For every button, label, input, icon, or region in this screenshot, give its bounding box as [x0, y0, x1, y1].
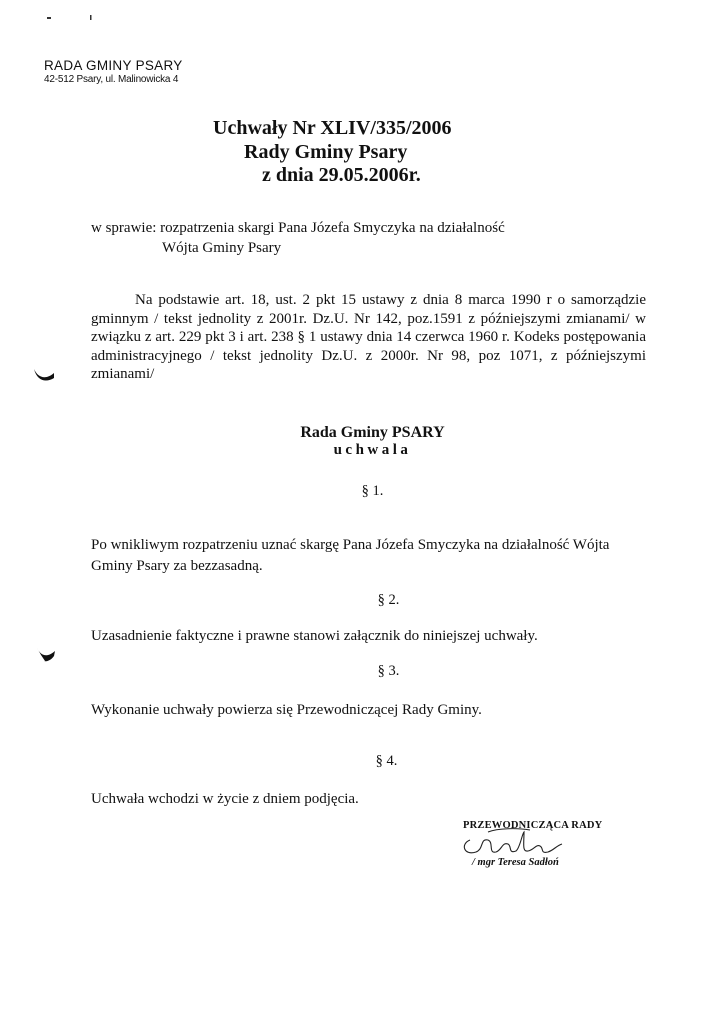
document-issuer: Rady Gminy Psary — [244, 141, 408, 163]
section-2-heading: § 2. — [377, 592, 400, 608]
section-1-text: Po wnikliwym rozpatrzeniu uznać skargę Pana Józefa Smyczyka na działalność Wójta Gminy Psary za bezzasadną. — [91, 537, 610, 574]
document-title: Uchwały Nr XLIV/335/2006 — [213, 117, 452, 139]
subject-line-2: Wójta Gminy Psary — [162, 240, 282, 256]
document-date: z dnia 29.05.2006r. — [262, 164, 421, 186]
section-4-heading: § 4. — [375, 753, 398, 769]
scan-speck-2 — [89, 14, 93, 22]
subject-block — [91, 218, 505, 258]
section-1-heading: § 1. — [361, 483, 384, 499]
scan-speck-1 — [46, 16, 54, 22]
binder-hole-mark-2 — [35, 645, 57, 663]
resolution-verb: uchwala — [333, 442, 412, 458]
section-3-text: Wykonanie uchwały powierza się Przewodniczącej Rady Gminy. — [91, 702, 482, 718]
signature-name — [472, 857, 559, 868]
resolution-council: Rada Gminy PSARY — [300, 424, 445, 441]
subject-line-1: w sprawie: rozpatrzenia skargi Pana Józefa Smyczyka na działalność — [91, 220, 505, 236]
signature-title: PRZEWODNICZĄCA RADY — [463, 820, 603, 831]
binder-hole-mark-1 — [32, 366, 56, 382]
section-4-text: Uchwała wchodzi w życie z dniem podjęcia. — [91, 791, 359, 807]
council-stamp — [44, 58, 183, 86]
stamp-address: 42-512 Psary, ul. Malinowicka 4 — [44, 74, 179, 85]
signature-slash: / — [472, 857, 478, 868]
stamp-council-name: RADA GMINY PSARY — [44, 58, 183, 73]
section-2-text: Uzasadnienie faktyczne i prawne stanowi załącznik do niniejszej uchwały. — [91, 628, 538, 644]
section-3-heading: § 3. — [377, 663, 400, 679]
legal-basis-text: Na podstawie art. 18, ust. 2 pkt 15 ustawy z dnia 8 marca 1990 r o samorządzie gminnym / tekst jednolity z 2001r. Dz.U. Nr 142, poz.1591 z późniejszymi zmianami/ w związku z art. 229 pkt 3 i art. 238 § 1 ustawy dnia 14 czerwca 1960 r. Kodeks postępowania administracyjnego / tekst jednolity Dz.U. z 2000r. Nr 98, poz 1071, z późniejszymi zmianami/ — [91, 292, 646, 383]
legal-basis-paragraph — [91, 291, 646, 384]
signature-name-text: mgr Teresa Sadłoń — [477, 857, 559, 868]
